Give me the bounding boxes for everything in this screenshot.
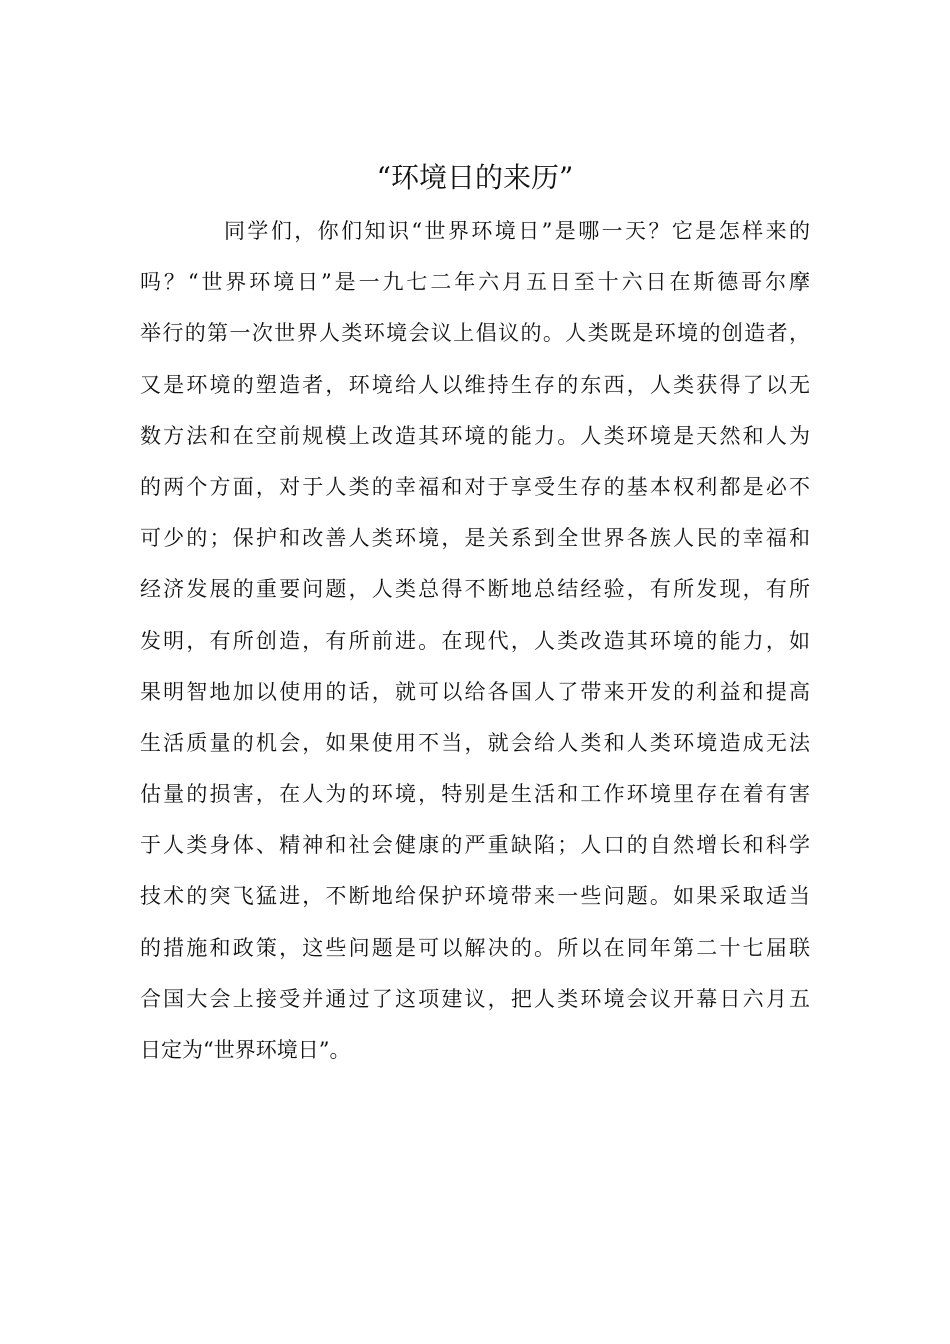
body-line: 合国大会上接受并通过了这项建议，把人类环境会议开幕日六月五 [140, 986, 810, 1011]
body-line: 估量的损害，在人为的环境，特别是生活和工作环境里存在着有害 [140, 782, 810, 807]
body-line: 果明智地加以使用的话，就可以给各国人了带来开发的利益和提高 [140, 679, 810, 704]
body-line: 举行的第一次世界人类环境会议上倡议的。人类既是环境的创造者， [140, 321, 810, 346]
body-line: 可少的；保护和改善人类环境，是关系到全世界各族人民的幸福和 [140, 526, 810, 551]
body-line: 的措施和政策，这些问题是可以解决的。所以在同年第二十七届联 [140, 935, 810, 960]
document-body [140, 206, 810, 1076]
body-line: 生活质量的机会，如果使用不当，就会给人类和人类环境造成无法 [140, 730, 810, 755]
body-line: 同学们，你们知识“世界环境日”是哪一天？它是怎样来的 [224, 219, 810, 243]
body-line: 日定为“世界环境日”。 [140, 1038, 351, 1062]
document-title: “环境日的来历” [376, 161, 574, 194]
body-line: 又是环境的塑造者，环境给人以维持生存的东西，人类获得了以无 [140, 372, 810, 397]
body-line: 发明，有所创造，有所前进。在现代，人类改造其环境的能力，如 [140, 628, 810, 653]
body-line: 经济发展的重要问题，人类总得不断地总结经验，有所发现，有所 [140, 577, 810, 602]
body-line: 技术的突飞猛进，不断地给保护环境带来一些问题。如果采取适当 [140, 884, 810, 909]
body-line: 吗？“世界环境日”是一九七二年六月五日至十六日在斯德哥尔摩 [140, 270, 810, 295]
body-line: 的两个方面，对于人类的幸福和对于享受生存的基本权利都是必不 [140, 474, 810, 499]
body-line: 数方法和在空前规模上改造其环境的能力。人类环境是天然和人为 [140, 423, 810, 448]
body-line: 于人类身体、精神和社会健康的严重缺陷；人口的自然增长和科学 [140, 833, 810, 858]
